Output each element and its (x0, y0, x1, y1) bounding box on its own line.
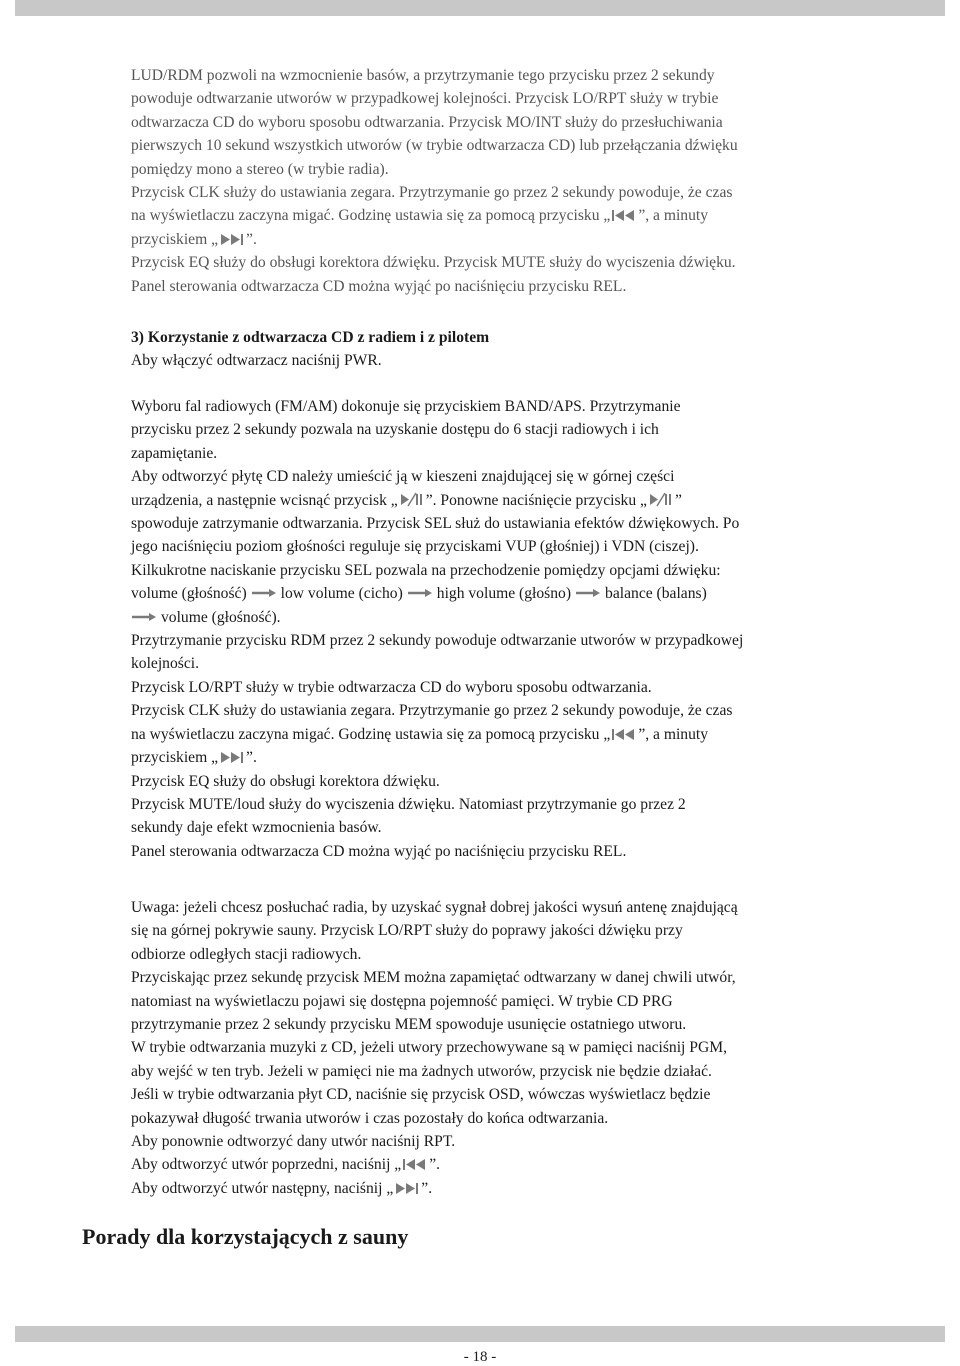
section-cd-radio: 3) Korzystanie z odtwarzacza CD z radiem i z pilotem Aby włączyć odtwarzacz naciśnij PWR. (131, 326, 891, 373)
skip-next-icon (219, 751, 245, 764)
skip-previous-icon (611, 728, 637, 741)
play-pause-icon (399, 492, 425, 507)
right-arrow-icon (575, 588, 601, 598)
header-bar (15, 0, 945, 16)
section-heading: 3) Korzystanie z odtwarzacza CD z radiem i z pilotem (131, 329, 490, 346)
skip-next-icon (394, 1182, 420, 1195)
skip-previous-icon (402, 1158, 428, 1171)
right-arrow-icon (131, 612, 157, 622)
footer-bar (15, 1326, 945, 1342)
page-number: - 18 - (463, 1349, 497, 1365)
skip-previous-icon (611, 209, 637, 222)
skip-next-icon (219, 233, 245, 246)
right-arrow-icon (407, 588, 433, 598)
intro-paragraph: LUD/RDM pozwoli na wzmocnienie basów, a przytrzymanie tego przycisku przez 2 sekundy powoduje odtwarzanie utworów w przypadkowej kolejności. Przycisk LO/RPT służy w trybie odtwarzacza CD do wyboru sposobu odtwarzania. Przycisk MO/INT służy do przesłuchiwania pierwszych 10 sekund wszystkich utworów (w trybie odtwarzacza CD) lub przełączania dźwięku pomiędzy mono a stereo (w trybie radia). Przycisk CLK służy do ustawiania zegara. Przytrzymanie go przez 2 sekundy powoduje, że czas na wyświetlaczu zaczyna migać. Godzinę ustawia się za pomocą przycisku „ ”, a minuty przyciskiem „ ”. Przycisk EQ służy do obsługi korektora dźwięku. Przycisk MUTE służy do wyciszenia dźwięku. Panel sterowania odtwarzacza CD można wyjąć po naciśnięciu przycisku REL. (131, 67, 738, 295)
notes-paragraph: Uwaga: jeżeli chcesz posłuchać radia, by uzyskać sygnał dobrej jakości wysuń antenę znajdującą się na górnej pokrywie sauny. Przycisk LO/RPT służy do poprawy jakości dźwięku przy odbiorze odległych stacji radiowych. Przyciskając przez sekundę przycisk MEM można zapamiętać odtwarzany w danej chwili utwór, natomiast na wyświetlaczu pojawi się dostępna pojemność pamięci. W trybie CD PRG przytrzymanie przez 2 sekundy przycisku MEM spowoduje usunięcie ostatniego utworu. W trybie odtwarzania muzyki z CD, jeżeli utwory przechowywane są w pamięci naciśnij PGM, aby wejść w ten tryb. Jeżeli w pamięci nie ma żadnych utworów, przycisk nie będzie działać. Jeśli w trybie odtwarzania płyt CD, naciśnie się przycisk OSD, wówczas wyświetlacz będzie pokazywał długość trwania utworów i czas pozostały do końca odtwarzania. Aby ponownie odtworzyć dany utwór naciśnij RPT. Aby odtworzyć utwór poprzedni, naciśnij „ ”. Aby odtworzyć utwór następny, naciśnij „ ”. (131, 899, 738, 1197)
play-pause-icon (648, 492, 674, 507)
section-title: Porady dla korzystających z sauny (82, 1224, 409, 1249)
right-arrow-icon (251, 588, 277, 598)
radio-cd-instructions: Wyboru fal radiowych (FM/AM) dokonuje się przyciskiem BAND/APS. Przytrzymanie przycisku przez 2 sekundy pozwala na uzyskanie dostępu do 6 stacji radiowych i ich zapamiętanie. Aby odtworzyć płytę CD należy umieścić ją w kieszeni znajdującej się w górnej części urządzenia, a następnie wcisnąć przycisk „ ”. Ponowne naciśnięcie przycisku „ ” spowoduje zatrzymanie odtwarzania. Przycisk SEL służ do ustawiania efektów dźwiękowych. Po jego naciśnięciu poziom głośności reguluje się przyciskami VUP (głośniej) i VDN (ciszej). Kilkukrotne naciskanie przycisku SEL pozwala na przechodzenie pomiędzy opcjami dźwięku: volume (głośność) low volume (cicho) high volume (głośno) balance (balans) volume (głośność). Przytrzymanie przycisku RDM przez 2 sekundy powoduje odtwarzanie utworów w przypadkowej kolejności. Przycisk LO/RPT służy w trybie odtwarzacza CD do wyboru sposobu odtwarzania. Przycisk CLK służy do ustawiania zegara. Przytrzymanie go przez 2 sekundy powoduje, że czas na wyświetlaczu zaczyna migać. Godzinę ustawia się za pomocą przycisku „ ”, a minuty przyciskiem „ ”. Przycisk EQ służy do obsługi korektora dźwięku. Przycisk MUTE/loud służy do wyciszenia dźwięku. Natomiast przytrzymanie go przez 2 sekundy daje efekt wzmocnienia basów. Panel sterowania odtwarzacza CD można wyjąć po naciśnięciu przycisku REL. (131, 398, 744, 860)
